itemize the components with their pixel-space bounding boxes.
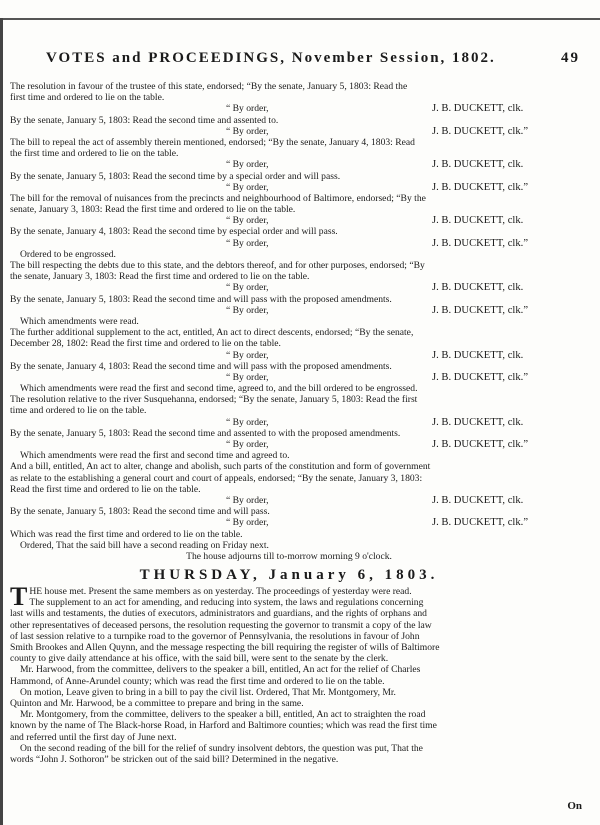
- text-line: The further additional supplement to the act, entitled, An act to direct descents, endorsed; “By the senate,: [10, 327, 414, 339]
- signature-line: [10, 350, 568, 361]
- clerk-signature: J. B. DUCKETT, clk.”: [432, 517, 529, 529]
- text-line: By the senate, January 5, 1803: Read the second time and assented to with the proposed amendments.: [10, 427, 401, 439]
- text-line: On the second reading of the bill for the relief of sundry insolvent debtors, the question was put, That the: [20, 742, 423, 754]
- clerk-signature: J. B. DUCKETT, clk.”: [432, 125, 529, 137]
- signature-line: [10, 305, 568, 316]
- signature-line: [10, 517, 568, 528]
- signature-line: [10, 103, 568, 114]
- signature-line: [10, 126, 568, 137]
- by-order-text: “ By order,: [226, 103, 269, 115]
- thursday-section: [10, 582, 568, 765]
- text-line: On motion, Leave given to bring in a bill to pay the civil list. Ordered, That Mr. Montgomery, Mr.: [20, 686, 396, 698]
- signature-line: [10, 495, 568, 506]
- page-edge-top: [0, 18, 600, 20]
- text-line: The resolution in favour of the trustee of this state, endorsed; “By the senate, January 5, 1803: Read the: [10, 81, 408, 92]
- clerk-signature: J. B. DUCKETT, clk.”: [432, 237, 529, 249]
- proceedings-section: [10, 81, 568, 562]
- first-line-text: HE house met. Present the same members as on yesterday. The proceedings of yesterday were read.: [29, 586, 412, 598]
- text-line: Mr. Harwood, from the committee, delivers to the speaker a bill, entitled, An act for the relief of Charles: [20, 664, 421, 676]
- text-line: By the senate, January 5, 1803: Read the second time and will pass with the proposed amendments.: [10, 293, 392, 305]
- by-order-text: “ By order,: [226, 494, 269, 506]
- clerk-signature: J. B. DUCKETT, clk.: [432, 159, 524, 171]
- by-order-text: “ By order,: [226, 282, 269, 294]
- catchword: On: [567, 800, 582, 812]
- signature-line: [10, 238, 568, 249]
- clerk-signature: J. B. DUCKETT, clk.”: [432, 304, 529, 316]
- text-line: By the senate, January 5, 1803: Read the second time by a special order and will pass.: [10, 170, 341, 182]
- by-order-text: “ By order,: [226, 439, 269, 450]
- page-number: 49: [561, 50, 580, 66]
- signature-line: [10, 182, 568, 193]
- text-line: The bill respecting the debts due to this state, and the debtors thereof, and for other purposes, endorsed; “By: [10, 260, 425, 271]
- text-line: Quinton and Mr. Harwood, be a committee to prepare and bring in the same.: [10, 697, 304, 709]
- text-line: the first time and ordered to lie on the table.: [10, 148, 179, 160]
- page-edge-left: [0, 18, 3, 825]
- text-line: other representatives of deceased persons, the resolution requesting the governor to transmit a copy of the law: [10, 619, 432, 631]
- adjournment-line: The house adjourns till to-morrow morning 9 o'clock.: [186, 550, 392, 562]
- clerk-signature: J. B. DUCKETT, clk.”: [432, 371, 529, 383]
- text-line: senate, January 3, 1803: Read the first time and ordered to lie on the table.: [10, 204, 296, 216]
- clerk-signature: J. B. DUCKETT, clk.”: [432, 439, 529, 450]
- text-line: Hammond, of Anne-Arundel county; which was read the first time and ordered to lie on the table.: [10, 675, 385, 687]
- drop-cap: T: [10, 582, 28, 612]
- signature-line: [10, 439, 568, 450]
- clerk-signature: J. B. DUCKETT, clk.: [432, 349, 524, 361]
- day-heading: THURSDAY, January 6, 1803.: [139, 567, 439, 584]
- signature-line: [10, 159, 568, 170]
- clerk-signature: J. B. DUCKETT, clk.: [432, 494, 524, 506]
- header-title: VOTES and PROCEEDINGS, November Session, 1802.: [46, 50, 496, 66]
- text-line: The bill for the removal of nuisances from the precincts and neighbourhood of Baltimore, endorsed; “By the: [10, 192, 426, 204]
- text-line: Smith Brookes and Allen Quynn, and the message respecting the bill requiring the register of wills of Baltimore: [10, 642, 440, 653]
- text-line: December 28, 1802: Read the first time and ordered to lie on the table.: [10, 338, 281, 350]
- text-line: Ordered, That the said bill have a second reading on Friday next.: [20, 539, 269, 551]
- by-order-text: “ By order,: [226, 517, 269, 529]
- text-line: Which amendments were read the first and second time, agreed to, and the bill ordered to be engrossed.: [20, 383, 418, 395]
- text-line: last wills and testaments, the duties of executors, administrators and guardians, and the rights of orphans and: [10, 608, 427, 620]
- clerk-signature: J. B. DUCKETT, clk.: [432, 103, 524, 115]
- text-line: The resolution relative to the river Susquehanna, endorsed; “By the senate, January 5, 1803: Read the first: [10, 394, 418, 406]
- by-order-text: “ By order,: [226, 349, 269, 361]
- text-line: and referred until the first day of June next.: [10, 731, 177, 743]
- by-order-text: “ By order,: [226, 416, 269, 428]
- signature-line: [10, 215, 568, 226]
- text-line: By the senate, January 4, 1803: Read the second time by especial order and will pass.: [10, 226, 338, 238]
- signature-line: [10, 372, 568, 383]
- text-line: By the senate, January 4, 1803: Read the second time and will pass with the proposed amendments.: [10, 360, 392, 372]
- clerk-signature: J. B. DUCKETT, clk.: [432, 416, 524, 428]
- text-line: The bill to repeal the act of assembly therein mentioned, endorsed; “By the senate, January 4, 1803: Read: [10, 136, 415, 148]
- text-line: Which was read the first time and ordered to lie on the table.: [10, 528, 243, 540]
- signature-line: [10, 282, 568, 293]
- text-line: Read the first time and ordered to lie on the table.: [10, 483, 201, 495]
- text-line: the senate, January 3, 1803: Read the first time and ordered to lie on the table.: [10, 271, 310, 283]
- clerk-signature: J. B. DUCKETT, clk.: [432, 282, 524, 294]
- document-body: [10, 81, 568, 765]
- text-line: The supplement to an act for amending, and reducing into system, the laws and regulations concerning: [29, 597, 424, 609]
- text-line: Which amendments were read the first and second time and agreed to.: [20, 450, 290, 462]
- text-line: county to give daily attendance at his office, with the said bill, were sent to the senate by the clerk.: [10, 653, 389, 665]
- clerk-signature: J. B. DUCKETT, clk.”: [432, 181, 529, 193]
- text-line: By the senate, January 5, 1803: Read the second time and will pass.: [10, 506, 270, 518]
- text-line: known by the name of The Black-horse Road, in Harford and Baltimore counties; which was read the first time: [10, 720, 437, 732]
- thursday-lines: [10, 597, 568, 765]
- text-line: words “John J. Sothoron” be stricken out of the said bill? Determined in the negative.: [10, 753, 339, 765]
- signature-line: [10, 417, 568, 428]
- by-order-text: “ By order,: [226, 215, 269, 227]
- text-line: Ordered to be engrossed.: [20, 248, 116, 260]
- running-header: [20, 50, 580, 72]
- by-order-text: “ By order,: [226, 237, 269, 249]
- text-line: time and ordered to lie on the table.: [10, 405, 147, 417]
- text-line: And a bill, entitled, An act to alter, change and abolish, such parts of the constitution and form of government: [10, 461, 431, 473]
- text-line: as relate to the establishing a general court and court of appeals, endorsed; “By the senate, January 3, 1803:: [10, 472, 423, 484]
- by-order-text: “ By order,: [226, 159, 269, 171]
- by-order-text: “ By order,: [226, 181, 269, 193]
- text-line: of last session relative to a turnpike road to the governor of Pennsylvania, the resolutions in favour of John: [10, 630, 420, 642]
- by-order-text: “ By order,: [226, 371, 269, 383]
- by-order-text: “ By order,: [226, 125, 269, 137]
- text-line: Which amendments were read.: [20, 315, 139, 327]
- text-line: By the senate, January 5, 1803: Read the second time and assented to.: [10, 114, 279, 126]
- by-order-text: “ By order,: [226, 304, 269, 316]
- text-line: first time and ordered to lie on the table.: [10, 92, 165, 104]
- text-line: Mr. Montgomery, from the committee, delivers to the speaker a bill, entitled, An act to straighten the road: [20, 709, 426, 721]
- clerk-signature: J. B. DUCKETT, clk.: [432, 215, 524, 227]
